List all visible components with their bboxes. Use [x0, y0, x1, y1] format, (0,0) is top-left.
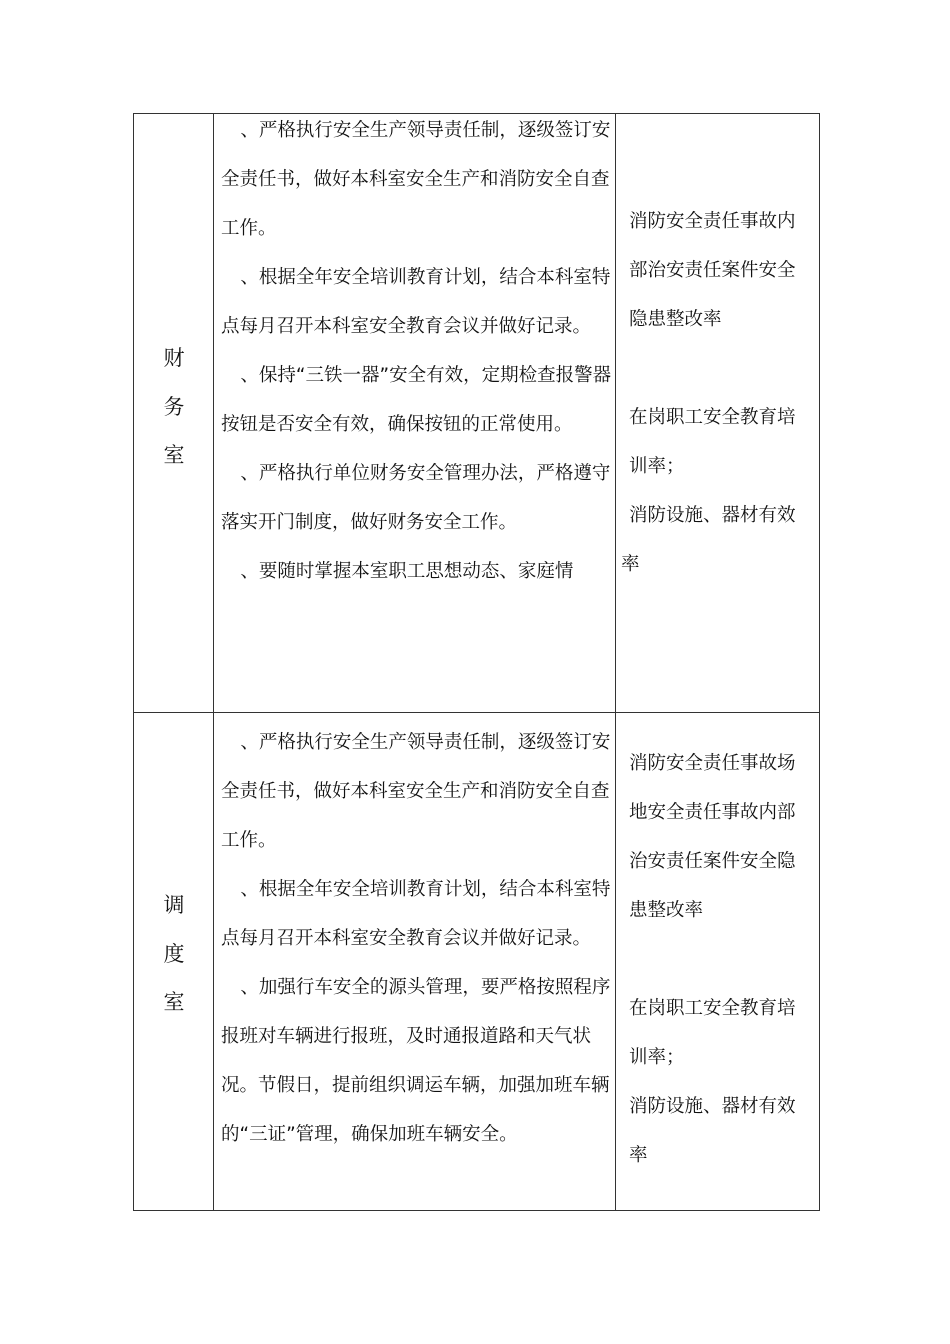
- table-row: [134, 114, 819, 713]
- department-cell: [134, 114, 214, 712]
- task-item: 、保持“三铁一器”安全有效，定期检查报警器按钮是否安全有效，确保按钮的正常使用。: [221, 365, 612, 435]
- responsibility-table: [133, 113, 820, 1211]
- department-name: 调 度 室: [163, 893, 185, 1014]
- indicator-block: 消防安全责任事故内部治安责任案件安全隐患整改率: [629, 211, 796, 330]
- indicators-cell: [616, 114, 819, 712]
- table-row: [134, 713, 819, 1210]
- indicator-list: [629, 739, 809, 1180]
- task-item: 、根据全年安全培训教育计划，结合本科室特点每月召开本科室安全教育会议并做好记录。: [221, 879, 611, 949]
- task-item: 、严格执行单位财务安全管理办法，严格遵守落实开门制度，做好财务安全工作。: [221, 463, 611, 533]
- indicator-block: 消防设施、器材有效率: [629, 1096, 796, 1166]
- task-item: 、要随时掌握本室职工思想动态、家庭情: [240, 561, 574, 582]
- task-item: 、根据全年安全培训教育计划，结合本科室特点每月召开本科室安全教育会议并做好记录。: [221, 267, 611, 337]
- task-list: [221, 114, 613, 596]
- tasks-cell: [214, 713, 616, 1210]
- department-name: 财 务 室: [163, 346, 185, 467]
- tasks-cell: [214, 114, 616, 712]
- indicator-block: 在岗职工安全教育培训率；: [629, 407, 796, 477]
- indicator-block: 在岗职工安全教育培训率；: [629, 998, 796, 1068]
- indicator-block: 消防设施、器材有效: [629, 505, 796, 526]
- task-item: 、严格执行安全生产领导责任制，逐级签订安全责任书，做好本科室安全生产和消防安全自查工作。: [221, 120, 611, 239]
- indicator-block: 率: [621, 554, 640, 575]
- indicators-cell: [616, 713, 819, 1210]
- indicator-block: 消防安全责任事故场地安全责任事故内部治安责任案件安全隐患整改率: [629, 753, 796, 921]
- task-item: 、加强行车安全的源头管理，要严格按照程序报班对车辆进行报班，及时通报道路和天气状况。节假日，提前组织调运车辆，加强加班车辆的“三证”管理，确保加班车辆安全。: [221, 977, 611, 1145]
- task-list: [221, 718, 613, 1159]
- indicator-list: [621, 197, 809, 589]
- department-cell: [134, 713, 214, 1210]
- task-item: 、严格执行安全生产领导责任制，逐级签订安全责任书，做好本科室安全生产和消防安全自查工作。: [221, 732, 611, 851]
